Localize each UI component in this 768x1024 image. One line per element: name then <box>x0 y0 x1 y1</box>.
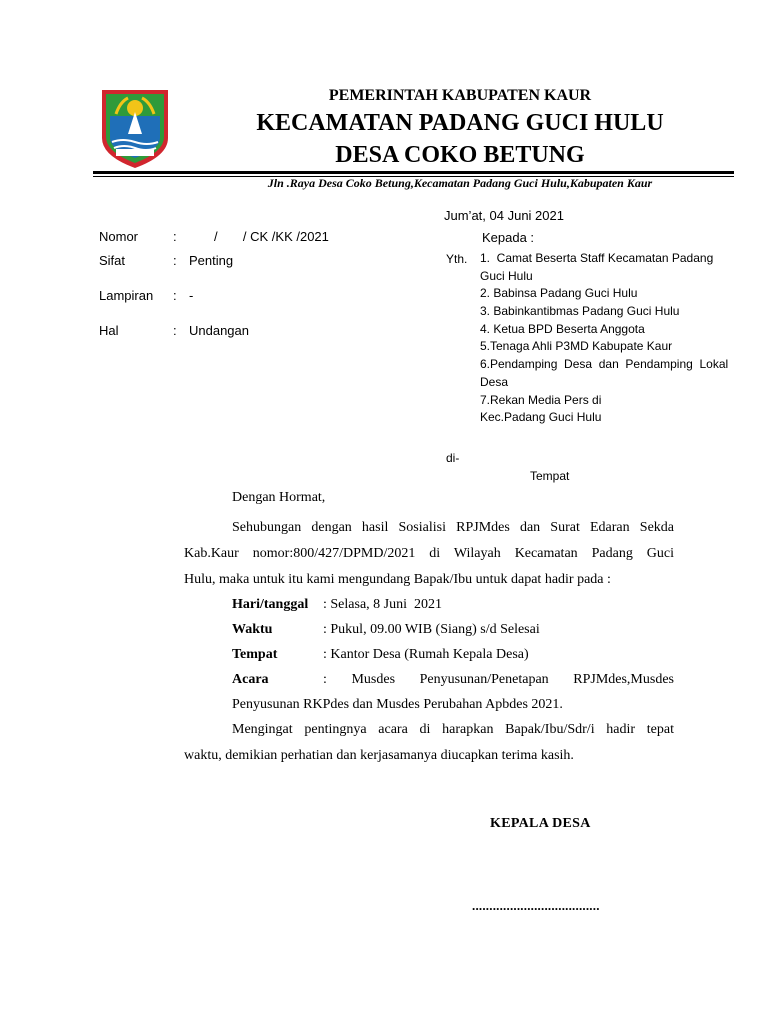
addressee-di: di- <box>446 451 460 465</box>
recipient-item: Kec.Padang Guci Hulu <box>480 410 602 425</box>
detail-value-hari: : Selasa, 8 Juni 2021 <box>323 597 442 612</box>
addressee-yth: Yth. <box>446 252 468 266</box>
letter-date: Jum’at, 04 Juni 2021 <box>444 208 564 223</box>
meta-value-hal: Undangan <box>189 323 249 338</box>
paragraph-2-line: Mengingat pentingnya acara di harapkan Bapak/Ibu/Sdr/i hadir tepat <box>232 722 674 737</box>
recipient-item: 7.Rekan Media Pers di <box>480 392 602 407</box>
paragraph-1-line: Kab.Kaur nomor:800/427/DPMD/2021 di Wilayah Kecamatan Padang Guci <box>184 546 674 561</box>
meta-colon: : <box>173 323 177 338</box>
meta-colon: : <box>173 229 177 244</box>
detail-value-acara-cont: Penyusunan RKPdes dan Musdes Perubahan Apbdes 2021. <box>232 697 563 712</box>
addressee-tempat: Tempat <box>530 469 570 483</box>
salutation: Dengan Hormat, <box>232 490 326 505</box>
detail-label-hari: Hari/tanggal <box>232 597 309 612</box>
letterhead-divider <box>93 171 734 174</box>
recipient-item: Guci Hulu <box>480 268 533 283</box>
meta-label-hal: Hal <box>99 323 119 338</box>
meta-value-lampiran: - <box>189 288 194 303</box>
detail-value-acara: : Musdes Penyusunan/Penetapan RPJMdes,Musdes <box>323 672 674 687</box>
detail-label-acara: Acara <box>232 672 269 687</box>
paragraph-1-line: Hulu, maka untuk itu kami mengundang Bapak/Ibu untuk dapat hadir pada : <box>184 572 611 587</box>
letterhead-government: PEMERINTAH KABUPATEN KAUR <box>328 87 592 104</box>
detail-value-tempat: : Kantor Desa (Rumah Kepala Desa) <box>323 647 529 662</box>
recipient-item: 2. Babinsa Padang Guci Hulu <box>480 286 638 301</box>
paragraph-2-line: waktu, demikian perhatian dan kerjasamanya diucapkan terima kasih. <box>184 748 574 763</box>
paragraph-1-line: Sehubungan dengan hasil Sosialisi RPJMdes dan Surat Edaran Sekda <box>232 520 674 535</box>
meta-value-sifat: Penting <box>189 253 234 268</box>
detail-label-tempat: Tempat <box>232 647 278 662</box>
recipient-item: 4. Ketua BPD Beserta Anggota <box>480 321 645 336</box>
letterhead-district: KECAMATAN PADANG GUCI HULU <box>256 110 664 136</box>
meta-colon: : <box>173 288 177 303</box>
meta-colon: : <box>173 253 177 268</box>
recipient-item: 5.Tenaga Ahli P3MD Kabupate Kaur <box>480 339 673 354</box>
recipient-item: Desa <box>480 374 509 389</box>
recipient-item: 3. Babinkantibmas Padang Guci Hulu <box>480 304 680 319</box>
recipient-item: 1. Camat Beserta Staff Kecamatan Padang <box>480 251 714 265</box>
recipient-item: 6.Pendamping Desa dan Pendamping Lokal <box>480 357 729 372</box>
recipient-list <box>480 250 736 427</box>
addressee-kepada: Kepada : <box>482 230 535 245</box>
detail-label-waktu: Waktu <box>232 622 273 637</box>
meta-label-sifat: Sifat <box>99 253 126 268</box>
meta-label-nomor: Nomor <box>99 229 139 244</box>
signature-placeholder: ..................................... <box>472 898 600 913</box>
signature-title: KEPALA DESA <box>490 816 591 831</box>
meta-label-lampiran: Lampiran <box>99 288 154 303</box>
detail-value-waktu: : Pukul, 09.00 WIB (Siang) s/d Selesai <box>323 622 540 637</box>
letterhead-address: Jln .Raya Desa Coko Betung,Kecamatan Padang Guci Hulu,Kabupaten Kaur <box>267 176 653 190</box>
letterhead-village: DESA COKO BETUNG <box>335 142 585 168</box>
meta-value-nomor: / / CK /KK /2021 <box>214 229 329 244</box>
